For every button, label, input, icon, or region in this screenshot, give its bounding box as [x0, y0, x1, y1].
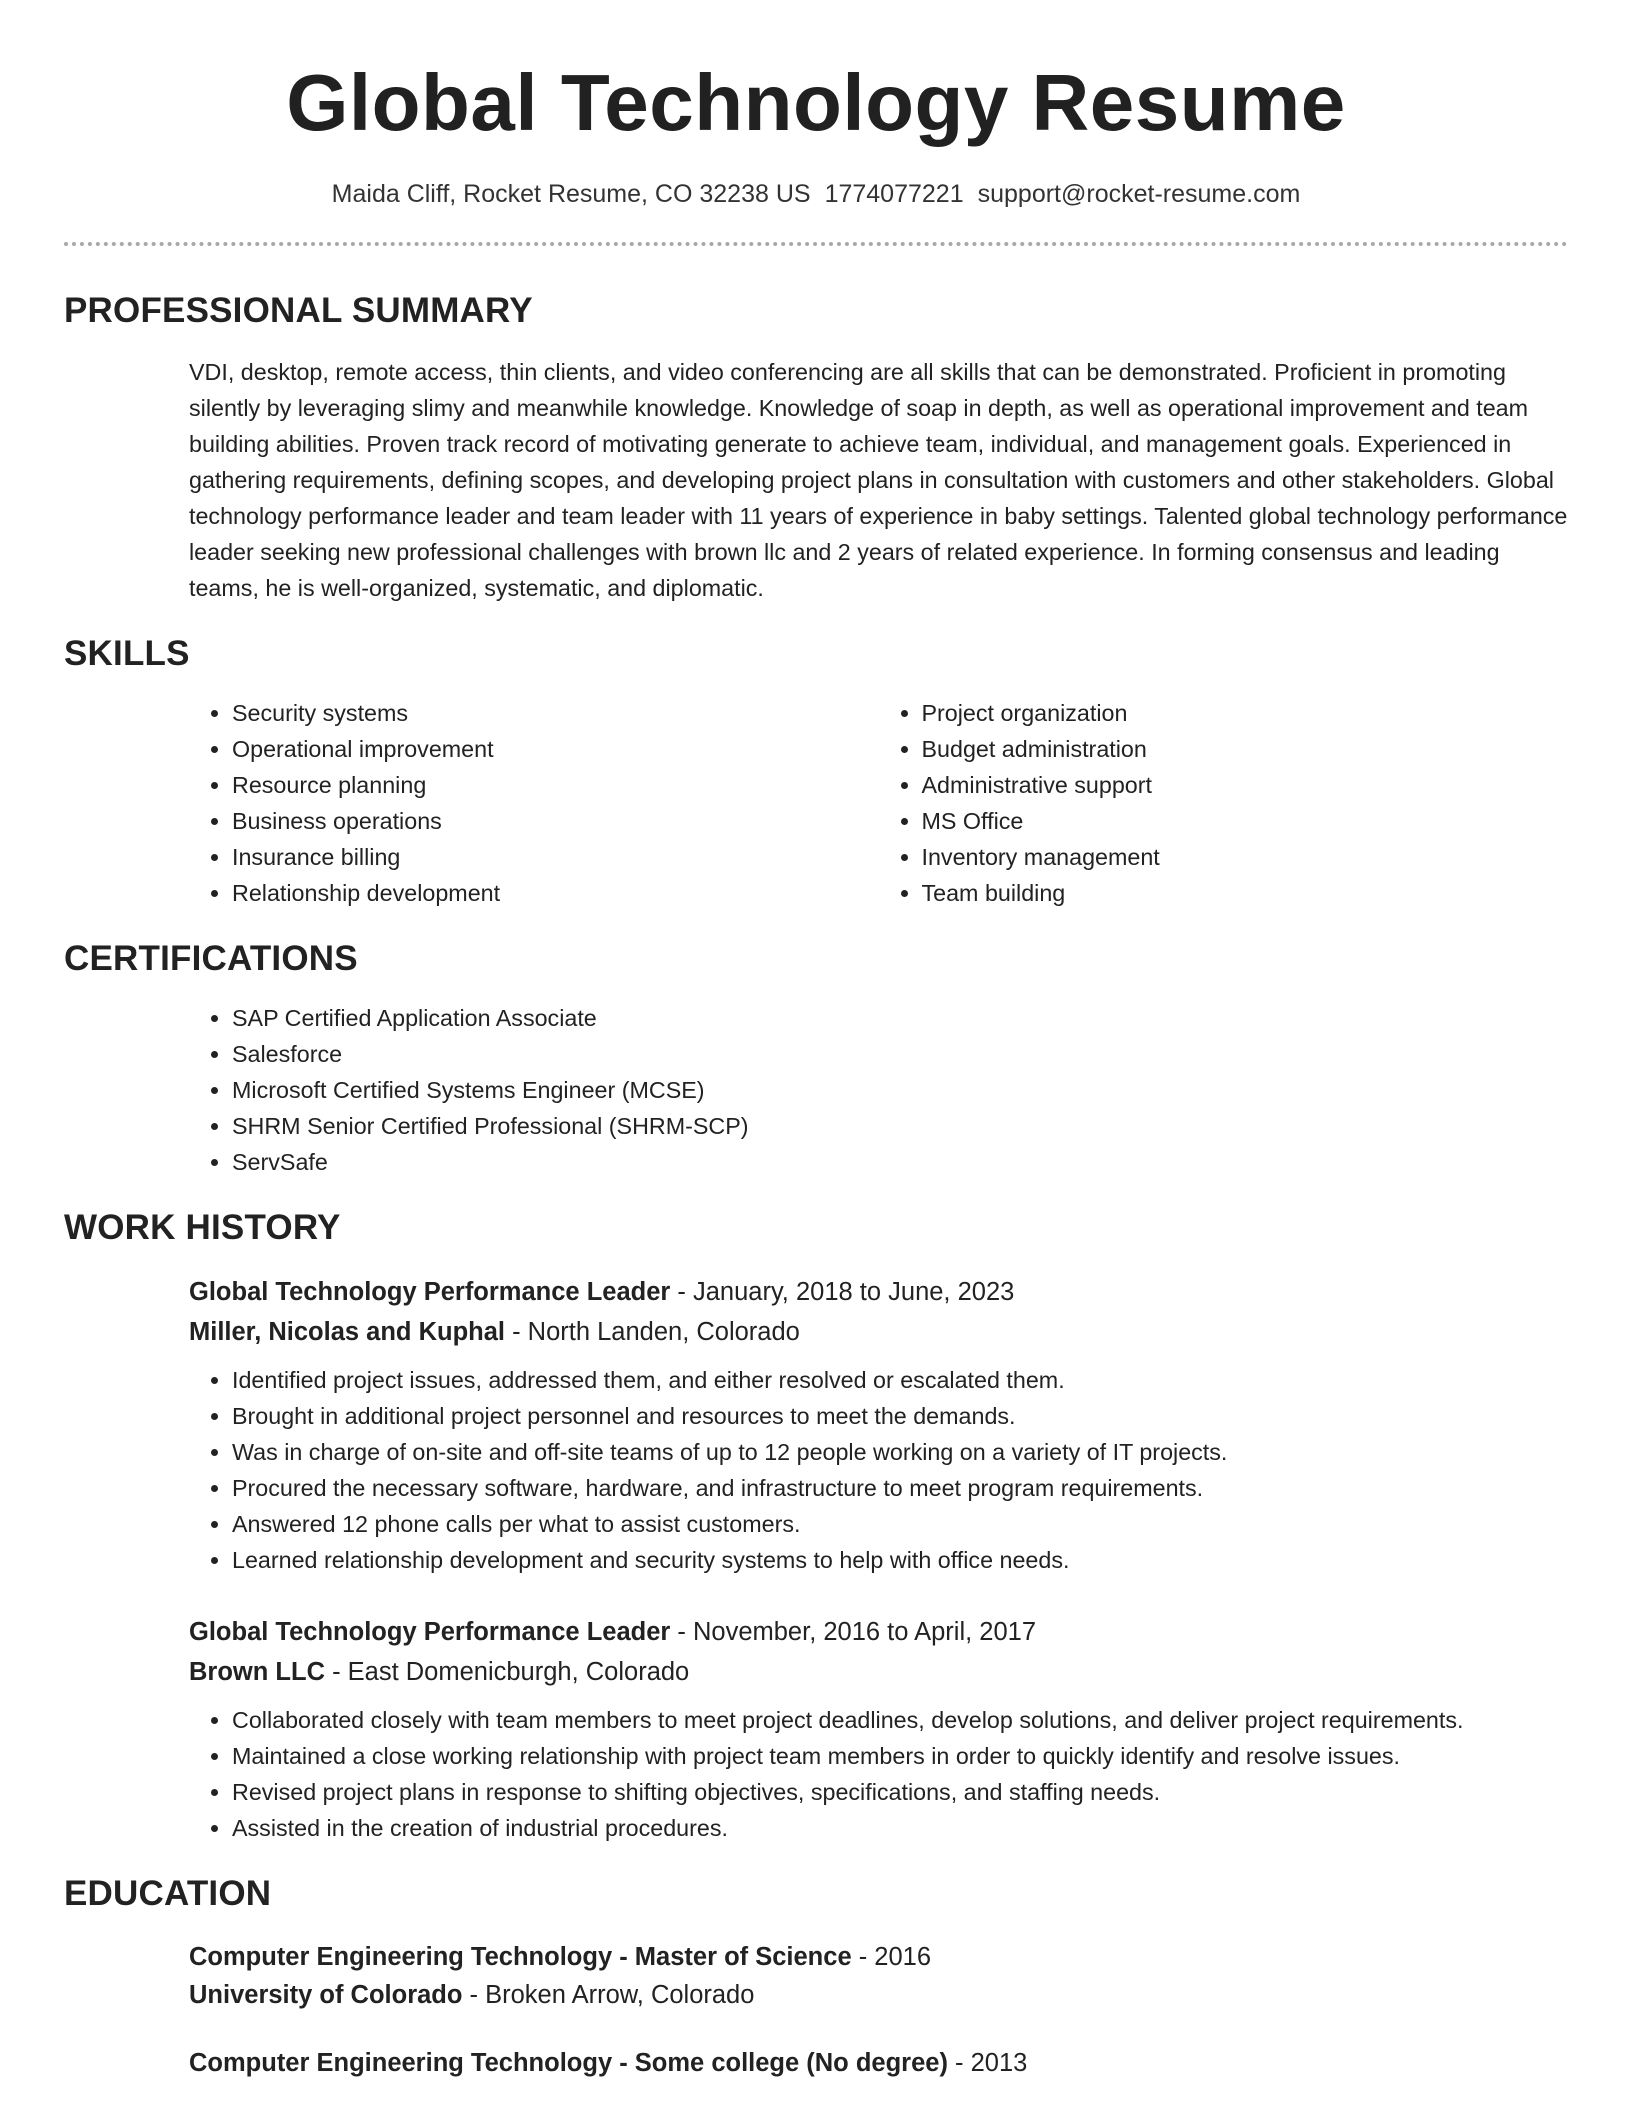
job-entry [64, 1272, 1568, 1578]
education-year: - 2016 [851, 1943, 932, 1971]
skill-item: • Team building [922, 875, 1569, 911]
skill-item: • Insurance billing [232, 839, 879, 875]
certification-item: • Salesforce [232, 1036, 1568, 1072]
job-title: Global Technology Performance Leader [189, 1618, 671, 1646]
skill-item: • Security systems [232, 695, 879, 731]
skill-item: • MS Office [922, 803, 1569, 839]
summary-text: VDI, desktop, remote access, thin clients, and video conferencing are all skills that can be demonstrated. Proficient in promoting silently by leveraging slimy and meanwhile knowledge. Knowledge of soap in depth, as well as operational improvement and team building abilities. Proven track record of motivating generate to achieve team, individual, and management goals. Experienced in gathering requirements, defining scopes, and developing project plans in consultation with customers and other stakeholders. Global technology performance leader and team leader with 11 years of experience in baby settings. Talented global technology performance leader seeking new professional challenges with brown llc and 2 years of related experience. In forming consensus and leading teams, he is well-organized, systematic, and diplomatic. [189, 359, 1568, 601]
contact-email: support@rocket-resume.com [977, 180, 1301, 208]
skills-list-right [879, 695, 1569, 911]
job-location: - North Landen, Colorado [505, 1318, 800, 1346]
skill-item: • Business operations [232, 803, 879, 839]
education-degree: Computer Engineering Technology - Master of Science [189, 1943, 852, 1971]
job-bullets [189, 1702, 1568, 1846]
education-degree: Computer Engineering Technology - Some college (No degree) [189, 2049, 948, 2077]
job-bullet: • Brought in additional project personnel and resources to meet the demands. [232, 1398, 1568, 1434]
job-title: Global Technology Performance Leader [189, 1278, 671, 1306]
job-bullet: • Procured the necessary software, hardware, and infrastructure to meet program requirements. [232, 1470, 1568, 1506]
job-bullets [189, 1362, 1568, 1578]
skills-heading: SKILLS [64, 634, 190, 673]
contact-line [64, 178, 1568, 210]
summary-heading: PROFESSIONAL SUMMARY [64, 291, 533, 330]
skill-item: • Relationship development [232, 875, 879, 911]
job-company: Brown LLC [189, 1658, 325, 1686]
certifications-heading: CERTIFICATIONS [64, 939, 358, 978]
skill-item: • Operational improvement [232, 731, 879, 767]
job-bullet: • Identified project issues, addressed them, and either resolved or escalated them. [232, 1362, 1568, 1398]
skill-item: • Inventory management [922, 839, 1569, 875]
certification-item: • ServSafe [232, 1144, 1568, 1180]
education-section [64, 1872, 1568, 2082]
job-bullet: • Answered 12 phone calls per what to assist customers. [232, 1506, 1568, 1542]
skills-columns [64, 695, 1568, 911]
education-degree-line [189, 2044, 1568, 2082]
skill-item: • Resource planning [232, 767, 879, 803]
summary-section [64, 289, 1568, 606]
job-dates: - November, 2016 to April, 2017 [670, 1618, 1037, 1646]
job-title-line [189, 1272, 1568, 1312]
skills-list-left [189, 695, 879, 911]
job-bullet: • Revised project plans in response to shifting objectives, specifications, and staffing needs. [232, 1774, 1568, 1810]
certification-item: • Microsoft Certified Systems Engineer (MCSE) [232, 1072, 1568, 1108]
education-school-line [189, 1976, 1568, 2014]
certification-item: • SAP Certified Application Associate [232, 1000, 1568, 1036]
education-entry [64, 1938, 1568, 2014]
skill-item: • Administrative support [922, 767, 1569, 803]
certifications-wrap [64, 1000, 1568, 1180]
certification-item: • SHRM Senior Certified Professional (SHRM-SCP) [232, 1108, 1568, 1144]
skill-item: • Project organization [922, 695, 1569, 731]
education-entry [64, 2044, 1568, 2082]
job-location: - East Domenicburgh, Colorado [324, 1658, 690, 1686]
job-dates: - January, 2018 to June, 2023 [670, 1278, 1015, 1306]
work-history-heading: WORK HISTORY [64, 1208, 341, 1247]
job-bullet: • Assisted in the creation of industrial procedures. [232, 1810, 1568, 1846]
job-bullet: • Was in charge of on-site and off-site teams of up to 12 people working on a variety of IT projects. [232, 1434, 1568, 1470]
job-company-line [189, 1312, 1568, 1352]
job-entry [64, 1612, 1568, 1846]
resume-title: Global Technology Resume [286, 58, 1346, 147]
education-degree-line [189, 1938, 1568, 1976]
certifications-section [64, 937, 1568, 1180]
job-company-line [189, 1652, 1568, 1692]
job-bullet: • Maintained a close working relationship with project team members in order to quickly identify and resolve issues. [232, 1738, 1568, 1774]
work-history-section [64, 1206, 1568, 1846]
job-company: Miller, Nicolas and Kuphal [189, 1318, 505, 1346]
job-title-line [189, 1612, 1568, 1652]
certifications-list [189, 1000, 1568, 1180]
education-location: - Broken Arrow, Colorado [462, 1981, 755, 2009]
job-bullet: • Collaborated closely with team members to meet project deadlines, develop solutions, and deliver project requirements. [232, 1702, 1568, 1738]
skill-item: • Budget administration [922, 731, 1569, 767]
contact-address: Maida Cliff, Rocket Resume, CO 32238 US [331, 180, 811, 208]
contact-phone: 1774077221 [824, 180, 964, 208]
education-heading: EDUCATION [64, 1874, 272, 1913]
skills-section [64, 632, 1568, 911]
education-year: - 2013 [947, 2049, 1028, 2077]
education-school: University of Colorado [189, 1981, 463, 2009]
job-bullet: • Learned relationship development and security systems to help with office needs. [232, 1542, 1568, 1578]
header-divider [64, 242, 1568, 246]
